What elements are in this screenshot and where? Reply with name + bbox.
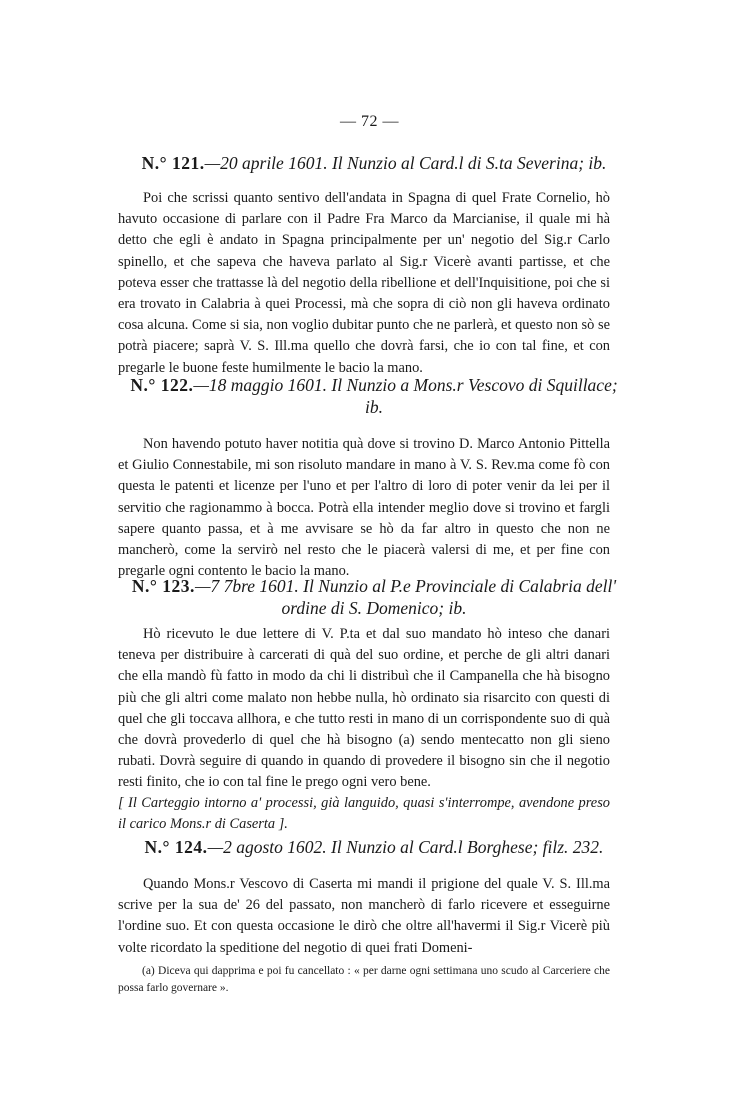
entry-number: N.° 124. — [144, 837, 208, 857]
entry-body — [118, 624, 610, 794]
footnote — [118, 963, 610, 997]
footnote-mark: (a) — [142, 965, 155, 977]
entry-heading — [100, 836, 648, 858]
entry-number: N.° 123. — [131, 576, 195, 596]
entry-text: Non havendo potuto haver notitia quà dove si trovino D. Marco Antonio Pittella et Giulio Connestabile, mi son risoluto mandare in mano à V. S. Rev.ma come fò con questa le patenti et licenze per l'uno et per l'altro di loro di poter venir da lei per il servitio che ragionammo à bocca. Potrà ella intender meglio dove si trovino et fargli sapere quanto passa, et à me avvisare se hò da far altro in questo che non ne mancherò, come la servirò nel resto che le piacerà valersi di me, et per fine con pregarle ogni contento le bacio la mano. — [118, 436, 610, 580]
entry-number: N.° 122. — [130, 375, 194, 395]
entry-text: Quando Mons.r Vescovo di Caserta mi mandi il prigione del quale V. S. Ill.ma scrive per la sua de' 26 del passato, non mancherò di farlo ricevere et esseguirne l'ordine suo. Et con questa occasione le dirò che oltre all'havermi il Sig.r Vicerè più volte ricordato la speditione del negotio di quei frati Domeni- — [118, 876, 610, 956]
entry-text: Poi che scrissi quanto sentivo dell'andata in Spagna di quel Frate Cornelio, hò havuto occasione di parlare con il Padre Fra Marco da Marcianise, il quale mi hà detto che egli è andato in Spagna principalmente per un' negotio del Sig.r Carlo spinello, et che sapeva che haveva parlato al Sig.r Vicerè avanti partisse, et che poteva esser che trattasse là del negotio della ribellione et dell'Inquisitione, poi che si era trovato in Calabria à quei Processi, mà che sopra di ciò non gli haveva ordinato cosa alcuna. Come si sia, non voglio dubitar punto che ne parlerà, et questo non sò se potrà piacere; saprà V. S. Ill.ma quello che dovrà farsi, che io con tal fine, et con pregarle le buone feste humilmente le bacio la mano. — [118, 190, 610, 376]
entry-heading — [110, 575, 638, 619]
page-number: — 72 — — [340, 113, 399, 130]
editorial-note: [ Il Carteggio intorno a' processi, già languido, quasi s'interrompe, avendone preso il carico Mons.r di Caserta ]. — [118, 795, 610, 833]
entry-body — [118, 188, 610, 379]
entry-heading — [100, 152, 648, 174]
entry-number: N.° 121. — [141, 153, 205, 173]
entry-title: —18 maggio 1601. Il Nunzio a Mons.r Vescovo di Squillace; ib. — [193, 375, 618, 417]
entry-title: —7 7bre 1601. Il Nunzio al P.e Provinciale di Calabria dell' ordine di S. Domenico; ib. — [194, 576, 617, 618]
entry-text: Hò ricevuto le due lettere di V. P.ta et dal suo mandato hò inteso che danari teneva per distribuire à carcerati di quà del suo ordine, et perche de gli altri danari che ella mandò fù fatto in modo da chi li distribuì che il Campanella che hà bisogno più che gli altri come malato non hebbe nulla, hò ordinato sia risarcito con questi di quel che gli toccava allhora, e che tutto resti in mano di un corrispondente suo di quà che dovrà provederlo di quel che hà bisogno (a) sendo mentecatto non gli sieno rubati. Dovrà seguire di quando in quando di provedere il bisogno sin che il negotio resti finito, che io con tal fine le prego ogni vero bene. — [118, 626, 610, 791]
footnote-text: Diceva qui dapprima e poi fu cancellato : « per darne ogni settimana uno scudo al Carceriere che possa farlo governare ». — [118, 965, 610, 994]
entry-heading — [120, 374, 628, 418]
entry-title: —20 aprile 1601. Il Nunzio al Card.l di S.ta Severina; ib. — [204, 153, 607, 173]
entry-title: —2 agosto 1602. Il Nunzio al Card.l Borghese; filz. 232. — [207, 837, 604, 857]
entry-body — [118, 874, 610, 959]
entry-body — [118, 434, 610, 582]
